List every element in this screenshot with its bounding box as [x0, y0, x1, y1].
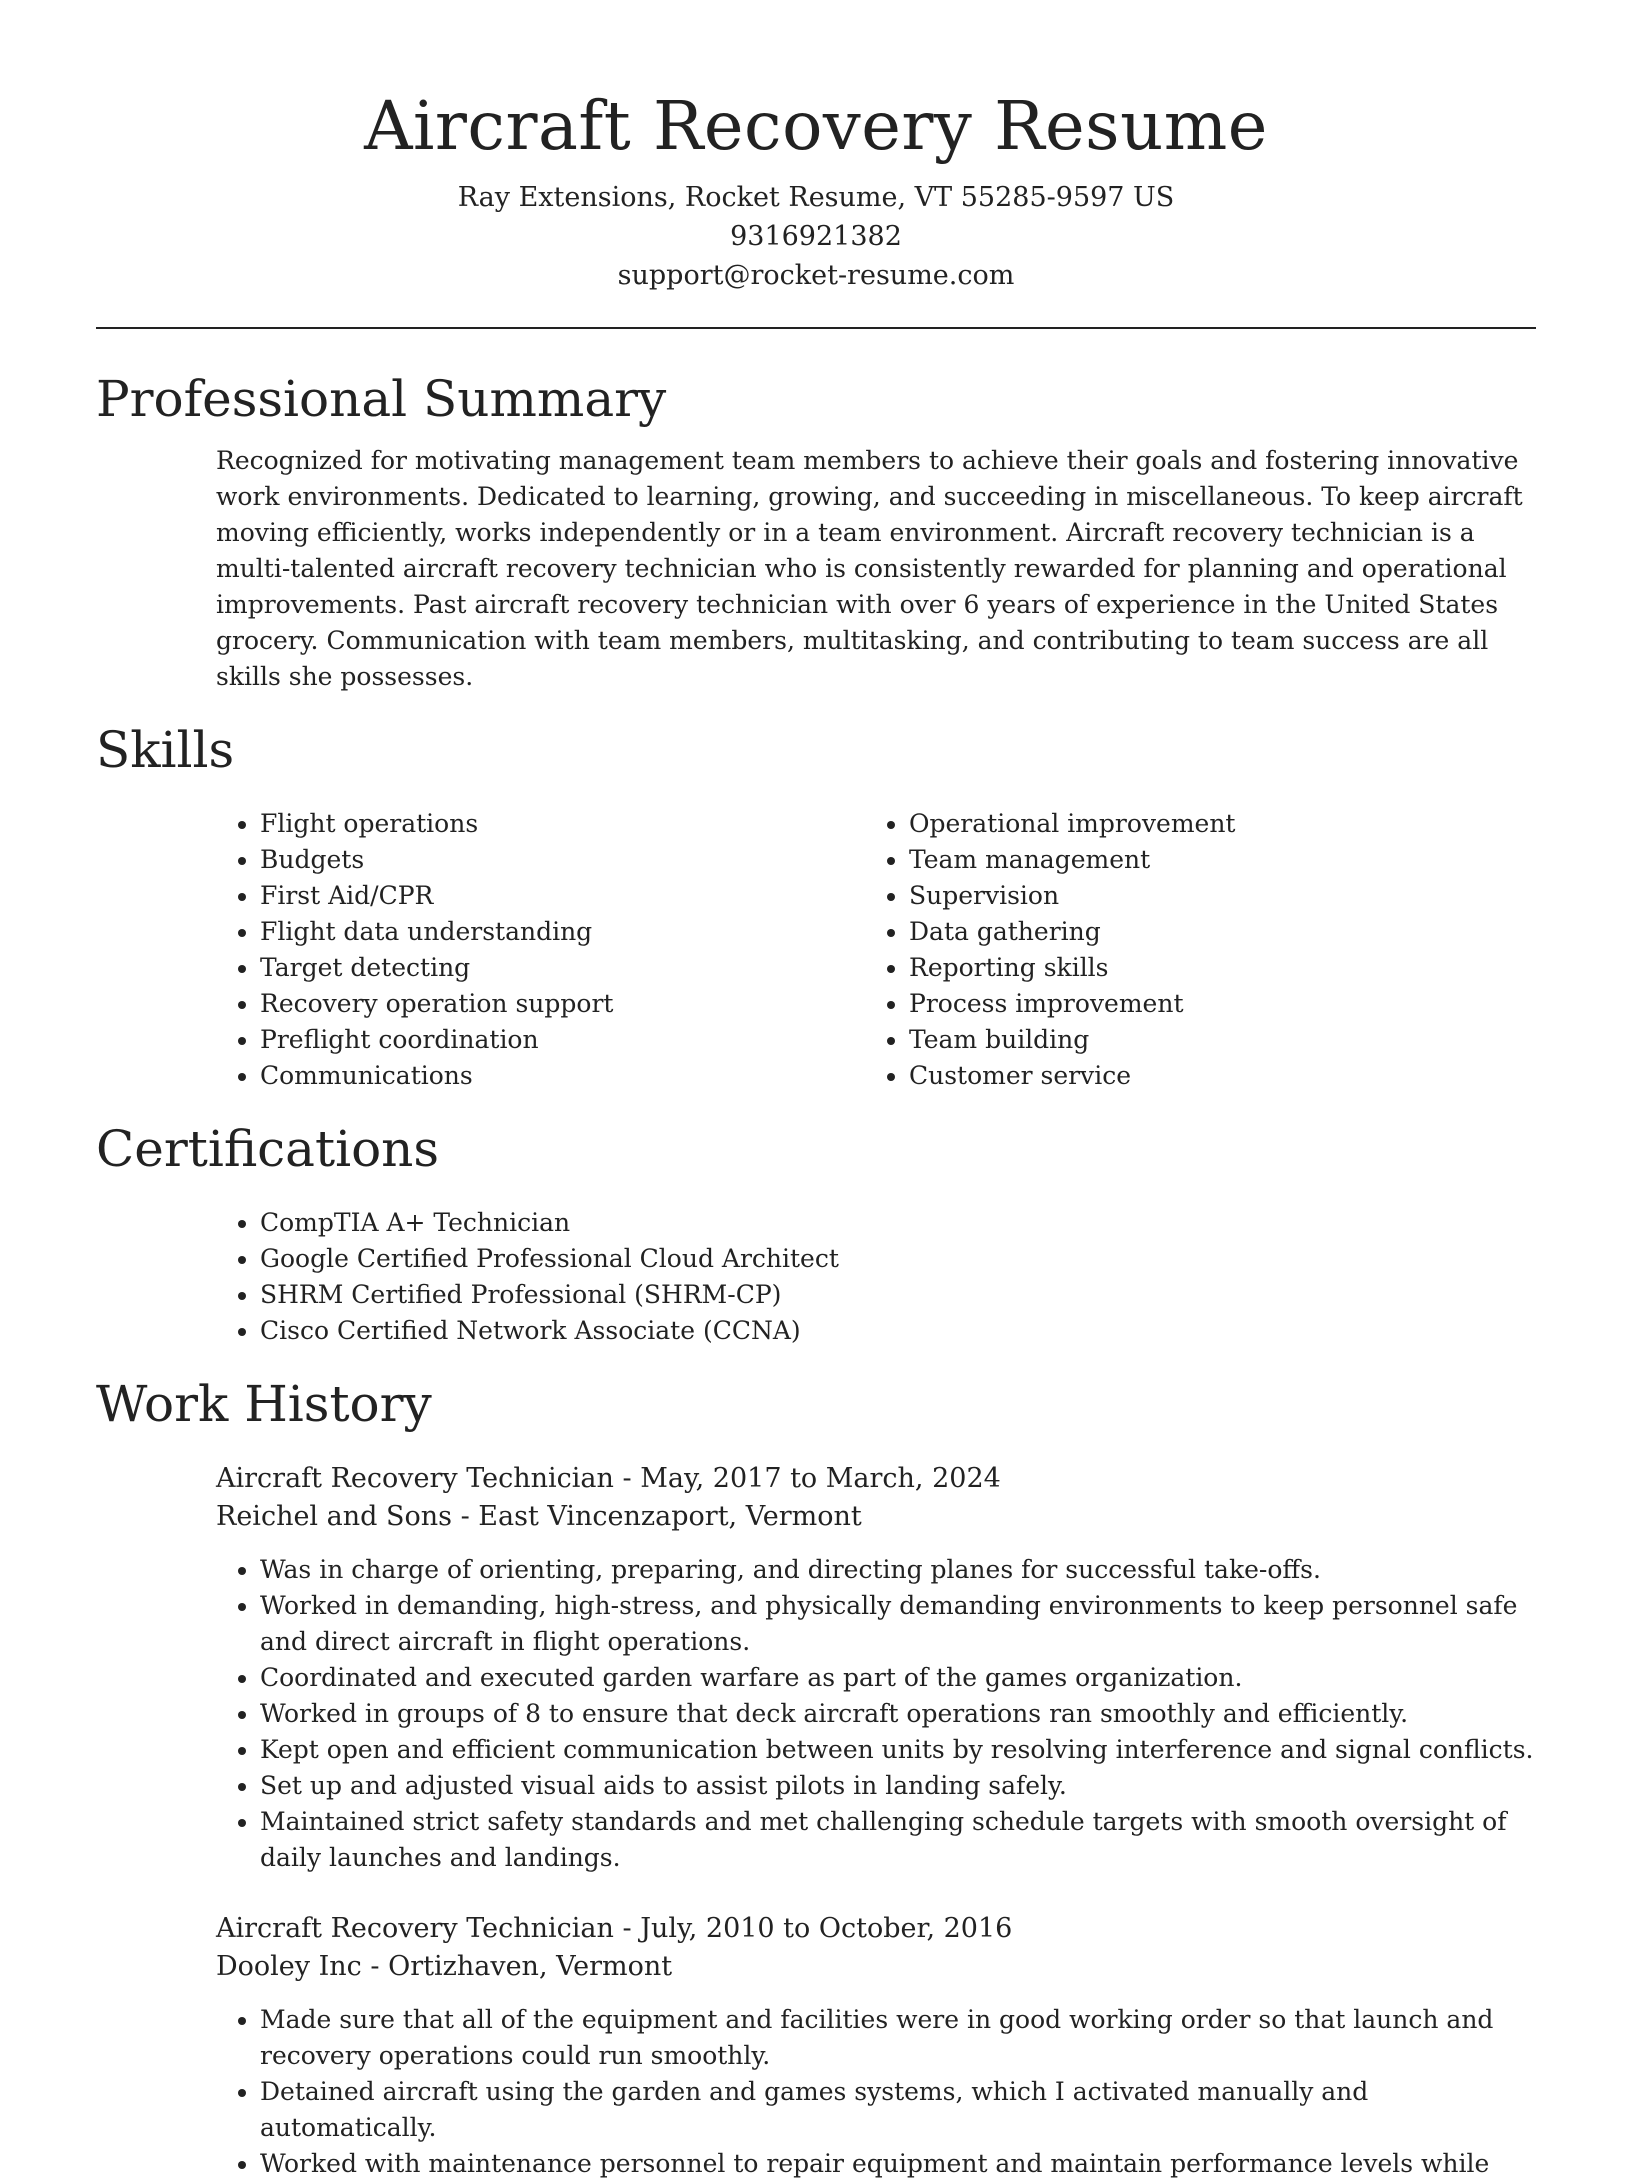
job-entry — [216, 1460, 1536, 1876]
list-item: • Kept open and efficient communication between units by resolving interference and signal conflicts. — [260, 1732, 1536, 1768]
list-item: • Coordinated and executed garden warfare as part of the games organization. — [260, 1660, 1536, 1696]
list-item: • Detained aircraft using the garden and games systems, which I activated manually and automatically. — [260, 2074, 1536, 2146]
professional-summary-section — [96, 369, 1536, 695]
list-item: • Communications — [260, 1058, 865, 1094]
certifications-section — [96, 1119, 1536, 1349]
list-item: • Preflight coordination — [260, 1022, 865, 1058]
list-item: • Target detecting — [260, 950, 865, 986]
header-divider — [96, 327, 1536, 329]
contact-block — [96, 178, 1536, 295]
job-role: Aircraft Recovery Technician — [216, 1463, 614, 1494]
resume-page — [96, 0, 1536, 2182]
job-location: - Ortizhaven, Vermont — [361, 1951, 673, 1982]
job-company-line — [216, 1498, 1536, 1536]
job-entry — [216, 1910, 1536, 2182]
list-item: • SHRM Certified Professional (SHRM-CP) — [260, 1277, 1536, 1313]
list-item: • First Aid/CPR — [260, 878, 865, 914]
list-item: • Maintained strict safety standards and met challenging schedule targets with smooth oversight of daily launches and landings. — [260, 1804, 1536, 1876]
list-item: • Flight operations — [260, 806, 865, 842]
list-item: • Reporting skills — [909, 950, 1514, 986]
skills-columns — [216, 806, 1536, 1094]
job-bullets — [216, 2002, 1536, 2182]
skills-list-left — [216, 806, 865, 1094]
resume-title: Aircraft Recovery Resume — [364, 87, 1268, 165]
list-item: • Was in charge of orienting, preparing, and directing planes for successful take-offs. — [260, 1552, 1536, 1588]
contact-email: support@rocket-resume.com — [617, 260, 1015, 291]
section-heading: Professional Summary — [96, 370, 667, 428]
job-role: Aircraft Recovery Technician — [216, 1913, 614, 1944]
skills-list-right — [865, 806, 1514, 1094]
contact-address: Ray Extensions, Rocket Resume, VT 55285-9597 US — [457, 182, 1175, 213]
list-item: • Supervision — [909, 878, 1514, 914]
list-item: • Worked in demanding, high-stress, and physically demanding environments to keep personnel safe and direct aircraft in flight operations. — [260, 1588, 1536, 1660]
list-item: • Set up and adjusted visual aids to assist pilots in landing safely. — [260, 1768, 1536, 1804]
skills-section — [96, 720, 1536, 1094]
job-title-line — [216, 1460, 1536, 1498]
list-item: • CompTIA A+ Technician — [260, 1205, 1536, 1241]
section-heading: Skills — [96, 721, 235, 779]
list-item: • Team management — [909, 842, 1514, 878]
job-location: - East Vincenzaport, Vermont — [452, 1501, 862, 1532]
job-dates: - July, 2010 to October, 2016 — [613, 1913, 1013, 1944]
list-item: • Cisco Certified Network Associate (CCNA) — [260, 1313, 1536, 1349]
job-company-line — [216, 1948, 1536, 1986]
list-item: • Google Certified Professional Cloud Architect — [260, 1241, 1536, 1277]
contact-phone: 9316921382 — [730, 221, 902, 252]
job-bullets — [216, 1552, 1536, 1876]
job-company: Reichel and Sons — [216, 1501, 452, 1532]
job-title-line — [216, 1910, 1536, 1948]
list-item: • Process improvement — [909, 986, 1514, 1022]
list-item: • Data gathering — [909, 914, 1514, 950]
job-company: Dooley Inc — [216, 1951, 362, 1982]
job-dates: - May, 2017 to March, 2024 — [613, 1463, 1001, 1494]
summary-text: Recognized for motivating management team members to achieve their goals and fostering innovative work environments. Dedicated to learning, growing, and succeeding in miscellaneous. To keep aircraft moving efficiently, works independently or in a team environment. Aircraft recovery technician is a multi-talented aircraft recovery technician who is consistently rewarded for planning and operational improvements. Past aircraft recovery technician with over 6 years of experience in the United States grocery. Communication with team members, multitasking, and contributing to team success are all skills she possesses. — [216, 446, 1523, 691]
list-item: • Worked with maintenance personnel to repair equipment and maintain performance levels while — [260, 2146, 1536, 2182]
list-item: • Team building — [909, 1022, 1514, 1058]
list-item: • Flight data understanding — [260, 914, 865, 950]
list-item: • Recovery operation support — [260, 986, 865, 1022]
list-item: • Worked in groups of 8 to ensure that deck aircraft operations ran smoothly and efficiently. — [260, 1696, 1536, 1732]
section-heading: Work History — [96, 1375, 432, 1433]
list-item: • Customer service — [909, 1058, 1514, 1094]
list-item: • Made sure that all of the equipment and facilities were in good working order so that launch and recovery operations could run smoothly. — [260, 2002, 1536, 2074]
certifications-list — [216, 1205, 1536, 1349]
list-item: • Budgets — [260, 842, 865, 878]
list-item: • Operational improvement — [909, 806, 1514, 842]
work-history-section — [96, 1374, 1536, 2182]
section-heading: Certifications — [96, 1120, 440, 1178]
